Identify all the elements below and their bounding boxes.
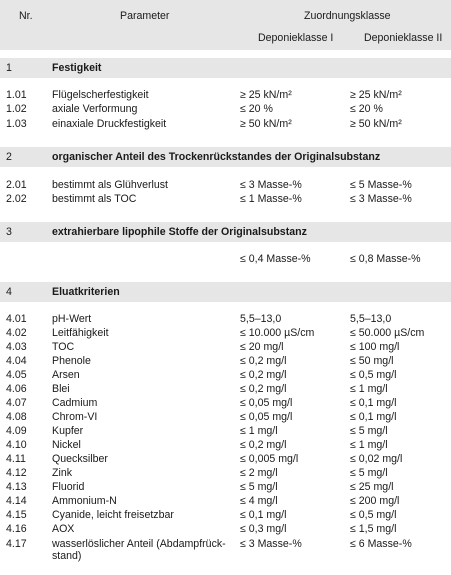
- row-number: 4.17: [6, 538, 27, 550]
- table-row: [0, 326, 451, 341]
- row-deponieklasse-1-value: ≤ 4 mg/l: [240, 495, 278, 507]
- row-number: 4.12: [6, 467, 27, 479]
- table-row: [0, 508, 451, 523]
- row-number: 4.02: [6, 327, 27, 339]
- section-row: [0, 58, 451, 78]
- row-parameter: Kupfer: [52, 425, 84, 437]
- table-row: [0, 466, 451, 481]
- row-number: 3: [6, 226, 12, 238]
- row-parameter: Phenole: [52, 355, 91, 367]
- row-deponieklasse-2-value: ≤ 100 mg/l: [350, 341, 400, 353]
- row-deponieklasse-1-value: ≤ 10.000 µS/cm: [240, 327, 315, 339]
- table-row: [0, 480, 451, 495]
- row-number: 4.07: [6, 397, 27, 409]
- table-row: [0, 252, 451, 267]
- row-number: 4.03: [6, 341, 27, 353]
- row-deponieklasse-1-value: ≤ 1 Masse-%: [240, 193, 302, 205]
- row-deponieklasse-2-value: ≥ 25 kN/m²: [350, 89, 402, 101]
- row-number: 1.02: [6, 103, 27, 115]
- table-row: [0, 452, 451, 467]
- row-deponieklasse-2-value: 5,5–13,0: [350, 313, 392, 325]
- row-deponieklasse-1-value: ≤ 0,2 mg/l: [240, 439, 287, 451]
- row-deponieklasse-1-value: ≤ 3 Masse-%: [240, 179, 302, 191]
- row-deponieklasse-2-value: ≤ 0,1 mg/l: [350, 411, 397, 423]
- row-deponieklasse-2-value: ≤ 50 mg/l: [350, 355, 394, 367]
- row-parameter: bestimmt als Glühverlust: [52, 179, 168, 191]
- row-deponieklasse-1-value: ≤ 0,005 mg/l: [240, 453, 299, 465]
- row-deponieklasse-1-value: ≤ 20 mg/l: [240, 341, 284, 353]
- row-number: 4.13: [6, 481, 27, 493]
- row-parameter: einaxiale Druckfestigkeit: [52, 118, 167, 130]
- row-number: 2.01: [6, 179, 27, 191]
- header-deponieklasse-2: Deponieklasse II: [364, 32, 443, 44]
- row-parameter: TOC: [52, 341, 75, 353]
- section-row: [0, 147, 451, 167]
- row-deponieklasse-2-value: ≤ 0,1 mg/l: [350, 397, 397, 409]
- row-deponieklasse-1-value: ≤ 3 Masse-%: [240, 538, 302, 550]
- table-row: [0, 178, 451, 193]
- header-parameter: Parameter: [120, 10, 170, 22]
- row-parameter: extrahierbare lipophile Stoffe der Originalsubstanz: [52, 226, 307, 238]
- row-deponieklasse-1-value: ≤ 0,05 mg/l: [240, 397, 293, 409]
- table-row: [0, 537, 451, 562]
- row-number: 4.11: [6, 453, 26, 465]
- row-deponieklasse-2-value: ≤ 200 mg/l: [350, 495, 400, 507]
- table-row: [0, 410, 451, 425]
- row-parameter: Festigkeit: [52, 62, 102, 74]
- row-number: 1.01: [6, 89, 27, 101]
- row-number: 4.01: [6, 313, 27, 325]
- table-row: [0, 438, 451, 453]
- row-deponieklasse-1-value: ≤ 0,3 mg/l: [240, 523, 287, 535]
- row-parameter: Ammonium-N: [52, 495, 117, 507]
- row-number: 1.03: [6, 118, 27, 130]
- row-parameter: Eluatkriterien: [52, 286, 120, 298]
- table-row: [0, 424, 451, 439]
- table-row: [0, 192, 451, 207]
- row-parameter: bestimmt als TOC: [52, 193, 137, 205]
- section-row: [0, 282, 451, 302]
- row-number: 4.06: [6, 383, 27, 395]
- table-row: [0, 117, 451, 132]
- row-deponieklasse-2-value: ≤ 0,5 mg/l: [350, 369, 397, 381]
- row-number: 4.14: [6, 495, 27, 507]
- row-parameter: organischer Anteil des Trockenrückstandes der Originalsubstanz: [52, 151, 381, 163]
- row-parameter: Arsen: [52, 369, 80, 381]
- row-deponieklasse-2-value: ≤ 25 mg/l: [350, 481, 394, 493]
- row-parameter: pH-Wert: [52, 313, 92, 325]
- row-deponieklasse-2-value: ≤ 5 Masse-%: [350, 179, 412, 191]
- row-deponieklasse-2-value: ≤ 1 mg/l: [350, 383, 388, 395]
- section-row: [0, 222, 451, 242]
- table-row: [0, 382, 451, 397]
- row-deponieklasse-1-value: ≥ 50 kN/m²: [240, 118, 292, 130]
- row-number: 4.08: [6, 411, 27, 423]
- row-deponieklasse-2-value: ≤ 0,8 Masse-%: [350, 253, 421, 265]
- table-row: [0, 522, 451, 537]
- row-number: 1: [6, 62, 12, 74]
- row-deponieklasse-2-value: ≤ 0,02 mg/l: [350, 453, 403, 465]
- table-row: [0, 354, 451, 369]
- row-parameter: Zink: [52, 467, 73, 479]
- row-parameter: Nickel: [52, 439, 81, 451]
- row-deponieklasse-1-value: ≤ 0,2 mg/l: [240, 355, 287, 367]
- row-deponieklasse-2-value: ≤ 50.000 µS/cm: [350, 327, 425, 339]
- row-number: 4.15: [6, 509, 27, 521]
- row-deponieklasse-2-value: ≤ 3 Masse-%: [350, 193, 412, 205]
- row-parameter: Chrom-VI: [52, 411, 98, 423]
- row-deponieklasse-1-value: ≤ 5 mg/l: [240, 481, 278, 493]
- row-deponieklasse-2-value: ≥ 50 kN/m²: [350, 118, 402, 130]
- row-parameter: Fluorid: [52, 481, 85, 493]
- row-number: 4.05: [6, 369, 27, 381]
- row-deponieklasse-1-value: ≤ 2 mg/l: [240, 467, 278, 479]
- row-parameter: Cyanide, leicht freisetzbar: [52, 509, 174, 521]
- row-deponieklasse-1-value: ≤ 1 mg/l: [240, 425, 278, 437]
- row-deponieklasse-2-value: ≤ 5 mg/l: [350, 467, 388, 479]
- row-deponieklasse-2-value: ≤ 1 mg/l: [350, 439, 388, 451]
- table-row: [0, 368, 451, 383]
- table-row: [0, 312, 451, 327]
- row-deponieklasse-1-value: ≤ 0,05 mg/l: [240, 411, 293, 423]
- row-parameter: wasserlöslicher Anteil (Abdampfrück-stand): [52, 538, 226, 562]
- row-deponieklasse-1-value: ≥ 25 kN/m²: [240, 89, 292, 101]
- table-row: [0, 340, 451, 355]
- row-deponieklasse-1-value: 5,5–13,0: [240, 313, 282, 325]
- row-number: 4.04: [6, 355, 27, 367]
- row-deponieklasse-2-value: ≤ 0,5 mg/l: [350, 509, 397, 521]
- row-deponieklasse-1-value: ≤ 0,2 mg/l: [240, 383, 287, 395]
- table-row: [0, 88, 451, 103]
- table-row: [0, 396, 451, 411]
- row-number: 2: [6, 151, 12, 163]
- row-parameter: AOX: [52, 523, 75, 535]
- header-zuordnungsklasse: Zuordnungsklasse: [304, 10, 391, 22]
- row-parameter: axiale Verformung: [52, 103, 138, 115]
- header-deponieklasse-1: Deponieklasse I: [258, 32, 334, 44]
- row-number: 4.16: [6, 523, 27, 535]
- row-number: 2.02: [6, 193, 27, 205]
- row-deponieklasse-2-value: ≤ 20 %: [350, 103, 383, 115]
- row-parameter: Blei: [52, 383, 70, 395]
- table-row: [0, 494, 451, 509]
- row-deponieklasse-1-value: ≤ 0,1 mg/l: [240, 509, 287, 521]
- row-number: 4.09: [6, 425, 27, 437]
- header-nr: Nr.: [19, 10, 33, 22]
- row-deponieklasse-2-value: ≤ 1,5 mg/l: [350, 523, 397, 535]
- row-deponieklasse-1-value: ≤ 0,2 mg/l: [240, 369, 287, 381]
- row-parameter: Flügelscherfestigkeit: [52, 89, 149, 101]
- row-parameter: Quecksilber: [52, 453, 108, 465]
- table-row: [0, 102, 451, 117]
- row-deponieklasse-1-value: ≤ 20 %: [240, 103, 273, 115]
- row-deponieklasse-2-value: ≤ 5 mg/l: [350, 425, 388, 437]
- row-deponieklasse-1-value: ≤ 0,4 Masse-%: [240, 253, 311, 265]
- row-deponieklasse-2-value: ≤ 6 Masse-%: [350, 538, 412, 550]
- row-number: 4: [6, 286, 12, 298]
- row-parameter: Cadmium: [52, 397, 98, 409]
- row-number: 4.10: [6, 439, 27, 451]
- row-parameter: Leitfähigkeit: [52, 327, 109, 339]
